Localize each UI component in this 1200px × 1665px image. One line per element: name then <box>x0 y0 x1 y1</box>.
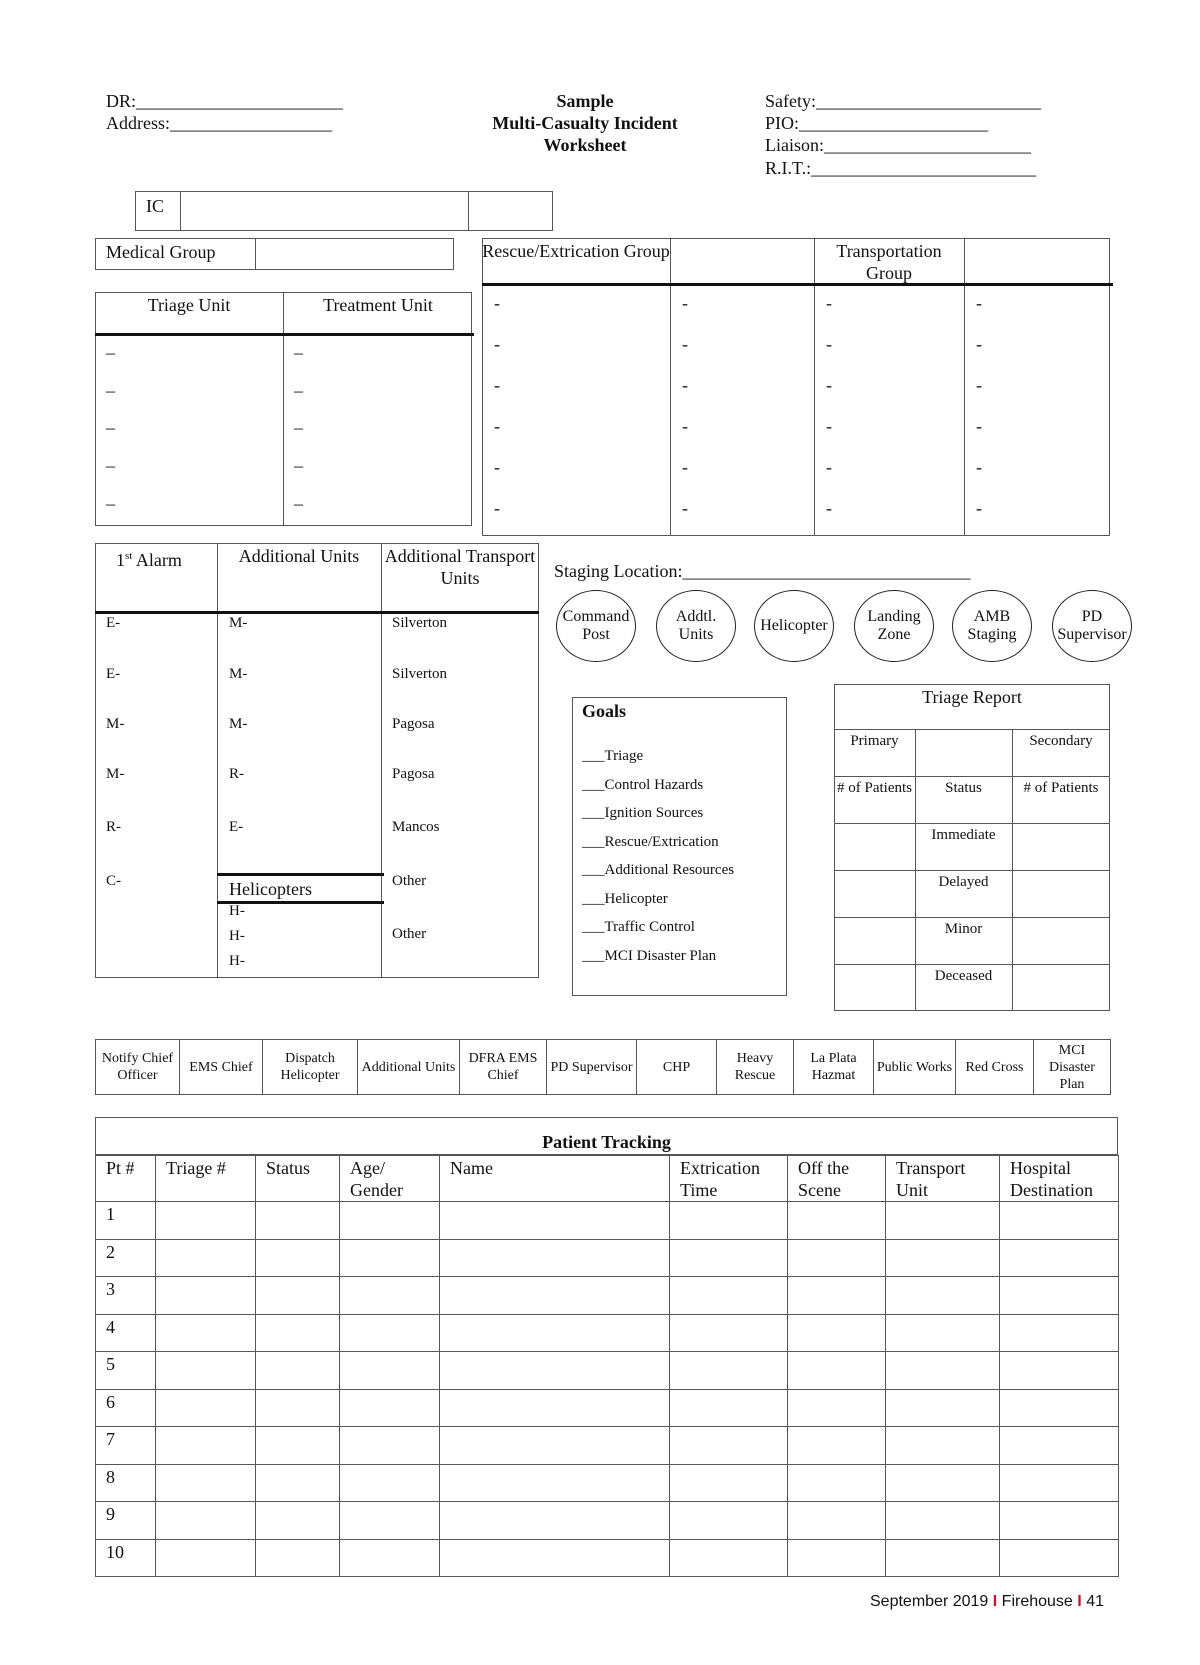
patient-entry-cell[interactable] <box>787 1276 886 1315</box>
triage-report-title: Triage Report <box>922 687 1022 707</box>
first-alarm-unit: C- <box>106 873 121 889</box>
patient-entry-cell[interactable] <box>999 1314 1119 1353</box>
first-alarm-rest: Alarm <box>132 550 182 570</box>
patient-entry-cell[interactable] <box>885 1239 1000 1278</box>
patients-count-label: # of Patients <box>1023 780 1099 796</box>
first-alarm-label <box>116 545 182 571</box>
first-alarm-unit: M- <box>106 766 125 782</box>
helicopter-unit: H- <box>229 928 245 944</box>
patient-entry-cell[interactable] <box>255 1539 340 1578</box>
notify-checkbox-cell[interactable]: La Plata Hazmat <box>793 1039 874 1095</box>
treatment-dash: _ <box>294 336 303 356</box>
triage-report-rule <box>834 964 1110 965</box>
patient-number-cell <box>95 1351 156 1390</box>
alarm-divider-1 <box>217 543 218 978</box>
patient-entry-cell[interactable] <box>885 1389 1000 1428</box>
patient-number: 10 <box>106 1541 124 1562</box>
notify-checkbox-cell[interactable]: Notify Chief Officer <box>95 1039 180 1095</box>
patient-entry-cell[interactable] <box>669 1426 788 1465</box>
group-dash: - <box>826 293 832 313</box>
notify-checkbox-cell[interactable]: MCI Disaster Plan <box>1033 1039 1111 1095</box>
patient-entry-cell[interactable] <box>155 1239 256 1278</box>
patient-entry-cell[interactable] <box>339 1501 440 1540</box>
first-alarm-unit: E- <box>106 615 121 631</box>
notify-checkbox-cell[interactable]: DFRA EMS Chief <box>459 1039 547 1095</box>
patient-entry-cell[interactable] <box>999 1239 1119 1278</box>
column-header: Transport Unit <box>896 1158 966 1200</box>
notify-checkbox-cell[interactable]: Red Cross <box>955 1039 1034 1095</box>
patient-entry-cell[interactable] <box>439 1501 670 1540</box>
patient-entry-cell[interactable] <box>999 1389 1119 1428</box>
patient-entry-cell[interactable] <box>255 1389 340 1428</box>
patient-entry-cell[interactable] <box>787 1389 886 1428</box>
patient-entry-cell[interactable] <box>155 1426 256 1465</box>
goal-item: ___MCI Disaster Plan <box>582 947 717 964</box>
goal-item: ___Helicopter <box>582 890 668 907</box>
group-dash: - <box>494 457 500 477</box>
notify-checkbox-cell[interactable]: PD Supervisor <box>546 1039 637 1095</box>
group-dash: - <box>976 375 982 395</box>
patient-number: 5 <box>106 1354 115 1374</box>
column-header: Age/ Gender <box>350 1158 403 1200</box>
group-dash: - <box>826 375 832 395</box>
patient-entry-cell[interactable] <box>155 1351 256 1390</box>
title-line-3: Worksheet <box>543 135 627 155</box>
patient-entry-cell[interactable] <box>787 1239 886 1278</box>
first-alarm-sup: st <box>125 550 133 562</box>
group-dash: - <box>976 498 982 518</box>
first-alarm-num: 1 <box>116 550 125 570</box>
patient-entry-cell[interactable] <box>787 1351 886 1390</box>
patient-entry-cell[interactable] <box>255 1276 340 1315</box>
patient-entry-cell[interactable] <box>999 1276 1119 1315</box>
column-header: Triage # <box>166 1158 226 1178</box>
alarm-header-rule <box>95 611 539 614</box>
patient-entry-cell[interactable] <box>255 1239 340 1278</box>
patient-number: 4 <box>106 1316 115 1337</box>
group-dash: - <box>976 457 982 477</box>
triage-unit-label: Triage Unit <box>147 295 231 315</box>
patient-entry-cell[interactable] <box>669 1351 788 1390</box>
patient-number: 8 <box>106 1466 115 1487</box>
patient-number: 6 <box>106 1391 115 1412</box>
patient-entry-cell[interactable] <box>787 1314 886 1353</box>
patient-entry-cell[interactable] <box>885 1351 1000 1390</box>
patient-entry-cell[interactable] <box>339 1276 440 1315</box>
goal-item: ___Ignition Sources <box>582 805 704 821</box>
secondary-label: Secondary <box>1029 733 1093 749</box>
patient-number-cell <box>95 1276 156 1315</box>
safety-field: Safety:_________________________ <box>765 91 1041 111</box>
first-alarm-unit: R- <box>106 819 121 835</box>
patient-number-cell <box>95 1239 156 1278</box>
treatment-dash: _ <box>294 411 303 431</box>
transport-unit: Silverton <box>392 615 447 631</box>
patient-entry-cell[interactable] <box>155 1501 256 1540</box>
treatment-dash: _ <box>294 449 303 469</box>
patient-number-cell <box>95 1426 156 1465</box>
triage-status-row: Immediate <box>931 827 996 843</box>
treatment-dash: _ <box>294 487 303 507</box>
ic-divider <box>180 191 181 231</box>
staging-circle[interactable]: PD Supervisor <box>1052 590 1132 662</box>
patient-entry-cell[interactable] <box>339 1314 440 1353</box>
goals-title: Goals <box>582 701 627 721</box>
patient-number: 2 <box>106 1241 115 1262</box>
patient-entry-cell[interactable] <box>439 1276 670 1315</box>
patient-entry-cell[interactable] <box>885 1501 1000 1540</box>
patient-number: 7 <box>106 1429 115 1449</box>
patient-entry-cell[interactable] <box>439 1239 670 1278</box>
patient-entry-cell[interactable] <box>999 1201 1119 1240</box>
treatment-dash: _ <box>294 374 303 394</box>
group-dash: - <box>494 334 500 354</box>
footer-publication: Firehouse <box>1001 1593 1073 1610</box>
column-header: Pt # <box>106 1158 135 1178</box>
patient-entry-cell[interactable] <box>255 1426 340 1465</box>
additional-unit: M- <box>229 716 248 732</box>
triage-dash: _ <box>106 374 115 394</box>
column-header: Name <box>450 1158 493 1178</box>
patient-entry-cell[interactable] <box>885 1201 1000 1240</box>
patient-entry-cell[interactable] <box>339 1426 440 1465</box>
patient-number: 1 <box>106 1204 115 1224</box>
staging-circle[interactable]: AMB Staging <box>952 590 1032 662</box>
medical-group-divider <box>255 238 256 270</box>
patient-entry-cell[interactable] <box>339 1201 440 1240</box>
patient-entry-cell[interactable] <box>999 1539 1119 1578</box>
patient-entry-cell[interactable] <box>255 1314 340 1353</box>
patient-entry-cell[interactable] <box>885 1539 1000 1578</box>
patient-entry-cell[interactable] <box>439 1539 670 1578</box>
patient-entry-cell[interactable] <box>885 1314 1000 1353</box>
triage-report-rule <box>834 729 1110 730</box>
first-alarm-unit: E- <box>106 666 121 682</box>
medical-group-label: Medical Group <box>106 242 216 262</box>
patient-entry-cell[interactable] <box>787 1501 886 1540</box>
patient-entry-cell[interactable] <box>339 1389 440 1428</box>
patient-entry-cell[interactable] <box>439 1351 670 1390</box>
footer-page-number: 41 <box>1086 1593 1104 1610</box>
patient-number-cell <box>95 1539 156 1578</box>
triage-status-row: Minor <box>944 921 983 937</box>
patient-entry-cell[interactable] <box>439 1201 670 1240</box>
patient-entry-cell[interactable] <box>999 1464 1119 1503</box>
transport-unit: Pagosa <box>392 716 435 732</box>
triage-status-row: Delayed <box>938 874 989 890</box>
patient-entry-cell[interactable] <box>669 1314 788 1353</box>
rescue-group-label: Rescue/Extrication Group <box>482 241 670 261</box>
patient-number-cell <box>95 1464 156 1503</box>
helicopter-unit: H- <box>229 953 245 969</box>
group-dash: - <box>826 498 832 518</box>
helicopters-label: Helicopters <box>229 879 312 899</box>
helicopters-top-rule <box>217 873 384 876</box>
alarm-divider-2 <box>381 543 382 978</box>
footer-date: September 2019 <box>870 1593 989 1610</box>
group-dash: - <box>682 293 688 313</box>
group-dash: - <box>682 498 688 518</box>
notify-checkbox-cell[interactable]: EMS Chief <box>179 1039 263 1095</box>
staging-circle[interactable]: Landing Zone <box>854 590 934 662</box>
group-dash: - <box>682 375 688 395</box>
triage-report-rule <box>834 870 1110 871</box>
triage-dash: _ <box>106 411 115 431</box>
notify-checkbox-cell[interactable]: Additional Units <box>357 1039 460 1095</box>
patients-count-label: # of Patients <box>837 780 912 796</box>
patient-entry-cell[interactable] <box>339 1539 440 1578</box>
additional-unit: E- <box>229 819 244 835</box>
transport-unit: Silverton <box>392 666 447 682</box>
staging-circle[interactable]: Helicopter <box>754 590 834 662</box>
patient-entry-cell[interactable] <box>439 1464 670 1503</box>
patient-entry-cell[interactable] <box>255 1351 340 1390</box>
patient-entry-cell[interactable] <box>787 1201 886 1240</box>
helicopter-unit: H- <box>229 903 245 919</box>
patient-entry-cell[interactable] <box>439 1389 670 1428</box>
footer-separator: I <box>992 1593 998 1610</box>
additional-transport-label: Additional Transport Units <box>384 546 536 588</box>
additional-units-label: Additional Units <box>238 546 360 566</box>
patient-number-cell <box>95 1501 156 1540</box>
patient-entry-cell[interactable] <box>999 1351 1119 1390</box>
patient-entry-cell[interactable] <box>155 1276 256 1315</box>
column-header: Status <box>266 1158 311 1178</box>
patient-number-cell <box>95 1389 156 1428</box>
group-dash: - <box>826 416 832 436</box>
staging-circle[interactable]: Addtl. Units <box>656 590 736 662</box>
patient-entry-cell[interactable] <box>669 1201 788 1240</box>
goal-item: ___Triage <box>582 748 644 764</box>
patient-entry-cell[interactable] <box>155 1464 256 1503</box>
patient-entry-cell[interactable] <box>999 1426 1119 1465</box>
additional-unit: M- <box>229 666 248 682</box>
patient-entry-cell[interactable] <box>669 1389 788 1428</box>
group-dash: - <box>976 293 982 313</box>
patient-entry-cell[interactable] <box>885 1276 1000 1315</box>
pio-field: PIO:_____________________ <box>765 113 989 133</box>
notify-checkbox-cell[interactable]: Heavy Rescue <box>716 1039 794 1095</box>
triage-divider <box>283 292 284 526</box>
triage-report-rule <box>834 917 1110 918</box>
patient-entry-cell[interactable] <box>669 1276 788 1315</box>
group-dash: - <box>494 293 500 313</box>
dr-field: DR:_______________________ <box>106 91 344 111</box>
group-dash: - <box>494 416 500 436</box>
triage-report-rule <box>834 823 1110 824</box>
notify-checkbox-cell[interactable]: Dispatch Helicopter <box>262 1039 358 1095</box>
group-dash: - <box>976 334 982 354</box>
triage-dash: _ <box>106 449 115 469</box>
column-header: Hospital Destination <box>1010 1158 1093 1200</box>
primary-label: Primary <box>850 733 899 749</box>
group-dash: - <box>976 416 982 436</box>
column-header: Off the Scene <box>798 1158 850 1200</box>
group-dash: - <box>826 334 832 354</box>
triage-dash: _ <box>106 487 115 507</box>
page-title <box>450 90 720 156</box>
notify-checkbox-cell[interactable]: Public Works <box>873 1039 956 1095</box>
triage-header-rule <box>95 333 474 336</box>
footer-separator: I <box>1077 1593 1082 1610</box>
transport-unit: Other <box>392 873 427 889</box>
patient-entry-cell[interactable] <box>339 1464 440 1503</box>
patient-entry-cell[interactable] <box>255 1501 340 1540</box>
ic-label: IC <box>146 196 164 216</box>
patient-entry-cell[interactable] <box>155 1539 256 1578</box>
transport-unit: Mancos <box>392 819 440 835</box>
patient-entry-cell[interactable] <box>885 1426 1000 1465</box>
patient-entry-cell[interactable] <box>669 1539 788 1578</box>
triage-report-rule <box>834 776 1110 777</box>
first-alarm-unit: M- <box>106 716 125 732</box>
group-dash: - <box>682 334 688 354</box>
triage-report-divider <box>1012 729 1013 1011</box>
patient-entry-cell[interactable] <box>999 1501 1119 1540</box>
goal-item: ___Traffic Control <box>582 919 695 935</box>
goal-item: ___Additional Resources <box>582 862 735 878</box>
address-field: Address:__________________ <box>106 113 332 133</box>
transportation-group-label: Transportation Group <box>836 241 942 283</box>
group-dash: - <box>826 457 832 477</box>
triage-status-row: Deceased <box>934 968 993 984</box>
patient-entry-cell[interactable] <box>439 1426 670 1465</box>
patient-entry-cell[interactable] <box>255 1201 340 1240</box>
group-dash: - <box>682 416 688 436</box>
rescue-header-rule <box>482 283 1113 286</box>
page-footer <box>870 1593 1104 1611</box>
goal-item: ___Rescue/Extrication <box>582 833 719 850</box>
patient-entry-cell[interactable] <box>787 1426 886 1465</box>
treatment-unit-label: Treatment Unit <box>323 295 433 315</box>
patient-number: 3 <box>106 1279 115 1299</box>
additional-unit: M- <box>229 615 248 631</box>
patient-entry-cell[interactable] <box>155 1314 256 1353</box>
patient-number-cell <box>95 1314 156 1353</box>
triage-dash: _ <box>106 336 115 356</box>
patient-entry-cell[interactable] <box>669 1501 788 1540</box>
patient-entry-cell[interactable] <box>255 1464 340 1503</box>
rit-field: R.I.T.:_________________________ <box>765 158 1037 178</box>
patient-entry-cell[interactable] <box>669 1239 788 1278</box>
patient-entry-cell[interactable] <box>339 1239 440 1278</box>
notify-checkbox-cell[interactable]: CHP <box>636 1039 717 1095</box>
patient-entry-cell[interactable] <box>439 1314 670 1353</box>
title-line-2: Multi-Casualty Incident <box>492 113 678 133</box>
liaison-field: Liaison:_______________________ <box>765 135 1031 155</box>
alarm-box <box>95 543 539 978</box>
patient-entry-cell[interactable] <box>339 1351 440 1390</box>
patient-entry-cell[interactable] <box>885 1464 1000 1503</box>
patient-number-cell <box>95 1201 156 1240</box>
patient-number: 9 <box>106 1504 115 1524</box>
patient-entry-cell[interactable] <box>669 1464 788 1503</box>
patient-entry-cell[interactable] <box>155 1389 256 1428</box>
title-line-1: Sample <box>556 91 614 111</box>
transport-unit: Pagosa <box>392 766 435 782</box>
patient-tracking-title: Patient Tracking <box>542 1132 671 1152</box>
column-header: Extrication Time <box>680 1158 760 1200</box>
group-dash: - <box>494 375 500 395</box>
staging-location: Staging Location:________________________________ <box>554 561 971 581</box>
group-dash: - <box>682 457 688 477</box>
ic-divider-2 <box>468 191 469 231</box>
patient-entry-cell[interactable] <box>787 1539 886 1578</box>
status-label: Status <box>945 780 982 796</box>
goal-item: ___Control Hazards <box>582 776 704 793</box>
patient-entry-cell[interactable] <box>787 1464 886 1503</box>
transport-unit: Other <box>392 926 427 942</box>
staging-circle[interactable]: Command Post <box>556 590 636 662</box>
ic-box <box>135 191 553 231</box>
group-dash: - <box>494 498 500 518</box>
additional-unit: R- <box>229 766 244 782</box>
patient-entry-cell[interactable] <box>155 1201 256 1240</box>
